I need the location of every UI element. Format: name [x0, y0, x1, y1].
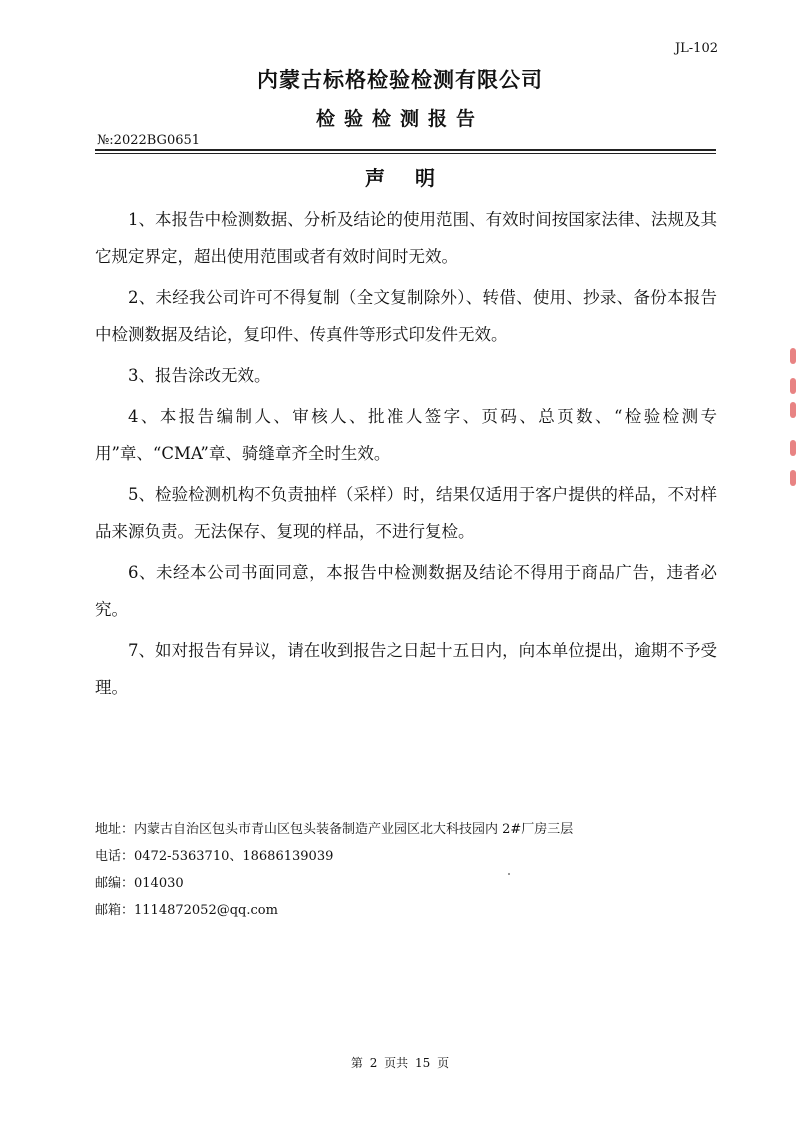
- clause-2: 2、未经我公司许可不得复制（全文复制除外）、转借、使用、抄录、备份本报告中检测数据及结论，复印件、传真件等形式印发件无效。: [95, 288, 717, 344]
- contact-info: [95, 816, 573, 924]
- report-title: 检验检测报告: [315, 108, 484, 130]
- document-code: JL-102: [674, 41, 718, 56]
- clause-6: 6、未经本公司书面同意，本报告中检测数据及结论不得用于商品广告，违者必究。: [95, 563, 717, 619]
- clause-3: 3、报告涂改无效。: [128, 366, 271, 385]
- email-line: 邮箱：1114872052@qq.com: [95, 903, 278, 918]
- phone-line: 电话：0472-5363710、18686139039: [95, 849, 334, 864]
- section-title: 声明: [365, 166, 465, 190]
- seam-seal-mark-1: [790, 348, 796, 364]
- report-number: №:2022BG0651: [97, 133, 201, 148]
- seam-seal-mark-5: [790, 470, 796, 486]
- clause-7: 7、如对报告有异议，请在收到报告之日起十五日内，向本单位提出，逾期不予受理。: [95, 641, 717, 697]
- clause-5: 5、检验检测机构不负责抽样（采样）时，结果仅适用于客户提供的样品，不对样品来源负责。无法保存、复现的样品，不进行复检。: [95, 485, 717, 541]
- seam-seal-mark-4: [790, 440, 796, 456]
- scan-speck: [508, 873, 510, 875]
- seam-seal-mark-2: [790, 378, 796, 394]
- clause-1: 1、本报告中检测数据、分析及结论的使用范围、有效时间按国家法律、法规及其它规定界定，超出使用范围或者有效时间时无效。: [95, 210, 717, 266]
- statement-clauses: [95, 201, 717, 710]
- seam-seal-mark-3: [790, 402, 796, 418]
- company-name: 内蒙古标格检验检测有限公司: [257, 67, 543, 92]
- postcode-line: 邮编：014030: [95, 876, 184, 891]
- header-rule-thin: [95, 153, 716, 154]
- address-line: 地址：内蒙古自治区包头市青山区包头装备制造产业园区北大科技园内 2#厂房三层: [95, 822, 574, 837]
- clause-4: 4、本报告编制人、审核人、批准人签字、页码、总页数、“检验检测专用”章、“CMA”章、骑缝章齐全时生效。: [95, 407, 717, 463]
- header-rule-thick: [95, 149, 716, 151]
- page-footer: 第 2 页共 15 页: [350, 1056, 450, 1070]
